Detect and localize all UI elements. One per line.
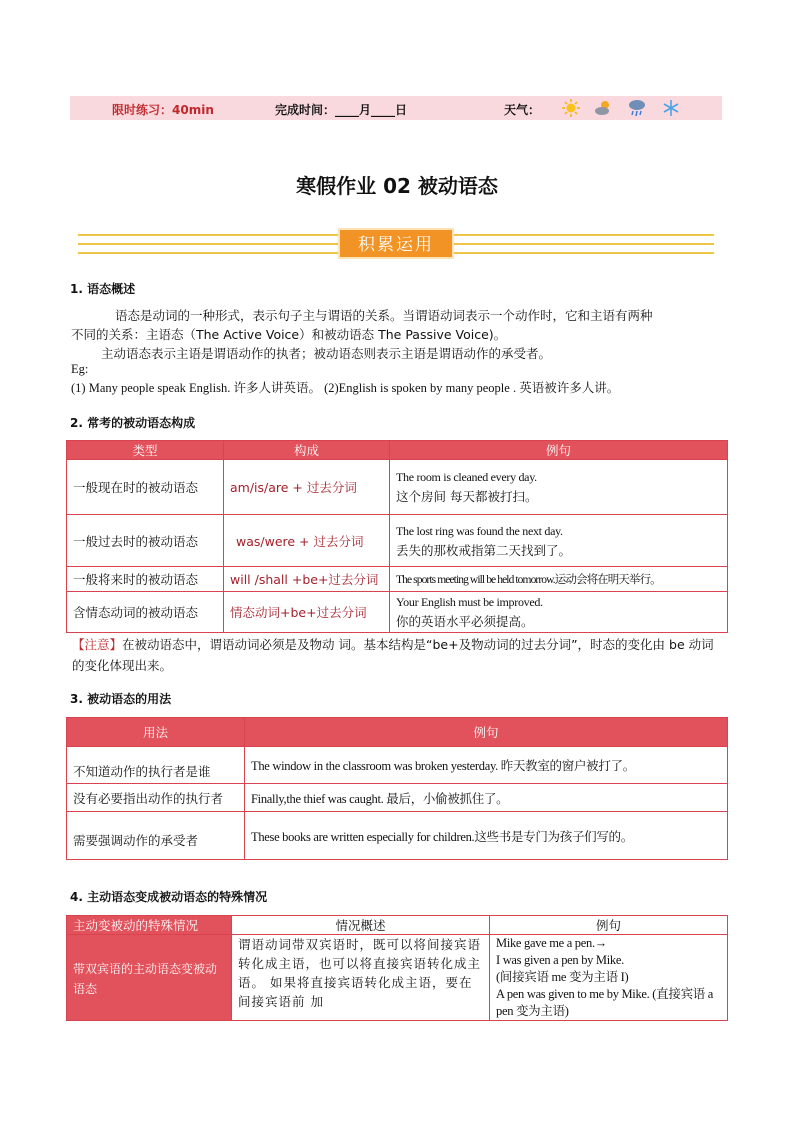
example-cell: The room is cleaned every day. 这个房间 每天都被打扫。 (390, 460, 728, 515)
usage-table (66, 717, 728, 860)
header-example: 例句 (390, 441, 728, 460)
time-limit: 限时练习：40min (112, 103, 214, 117)
completion-date: 完成时间：____月____日 (275, 103, 408, 117)
section2-heading: 2. 常考的被动语态构成 (70, 416, 196, 430)
example-cell: Finally,the thief was caught. 最后，小偷被抓住了。 (245, 784, 728, 812)
example-cell: The window in the classroom was broken yesterday. 昨天教室的窗户被打了。 (245, 747, 728, 784)
type-cell: 一般过去时的被动语态 (67, 515, 224, 567)
summary-cell: 谓语动词带双宾语时，既可以将间接宾语 转化成主语，也可以将直接宾语转化成主语。 如果将直接宾语转化成主语，要在间接宾语前 加 (232, 935, 490, 1021)
header-summary: 情况概述 (232, 916, 490, 935)
table-row (67, 784, 728, 812)
case-cell: 带双宾语的主动语态变被动语态 (67, 935, 232, 1021)
header-example: 例句 (245, 718, 728, 747)
usage-cell: 没有必要指出动作的执行者 (67, 784, 245, 812)
section1-line2: 不同的关系：主语态（The Active Voice）和被动语态 The Passive Voice)。 (71, 327, 507, 342)
example-cell: These books are written especially for children.这些书是专门为孩子们写的。 (245, 812, 728, 860)
table-row (67, 515, 728, 567)
snow-icon (661, 98, 681, 118)
section-banner: 积累运用 (338, 228, 454, 259)
header-type: 类型 (67, 441, 224, 460)
example-cell: The lost ring was found the next day. 丢失的那枚戒指第二天找到了。 (390, 515, 728, 567)
type-cell: 一般将来时的被动语态 (67, 567, 224, 592)
cloudy-icon (593, 98, 613, 118)
note-label: 【注意】 (72, 637, 123, 652)
usage-cell: 不知道动作的执行者是谁 (67, 747, 245, 784)
note-text: 在被动语态中，谓语动词必须是及物动 词。基本结构是“be+及物动词的过去分词”，时态的变化由 be 动词的变化体现出来。 (72, 637, 714, 673)
table-row (67, 460, 728, 515)
special-table (66, 915, 728, 1021)
form-cell: am/is/are + 过去分词 (224, 460, 390, 515)
section1-line1: 语态是动词的一种形式，表示句子主与谓语的关系。当谓语动词表示一个动作时，它和主语有两种 (115, 308, 653, 323)
form-cell: will /shall +be+过去分词 (224, 567, 390, 592)
header-usage: 用法 (67, 718, 245, 747)
eg-label: Eg: (71, 362, 89, 376)
forms-table (66, 440, 728, 633)
header-case: 主动变被动的特殊情况 (67, 916, 232, 935)
table-row (67, 812, 728, 860)
note (72, 634, 724, 676)
type-cell: 含情态动词的被动语态 (67, 592, 224, 633)
page-title: 寒假作业 02 被动语态 (296, 174, 498, 198)
usage-cell: 需要强调动作的承受者 (67, 812, 245, 860)
table-row (67, 747, 728, 784)
table-row (67, 567, 728, 592)
example-cell: The sports meeting will be held tomorrow.运动会将在明天举行。 (390, 567, 728, 592)
form-cell: was/were + 过去分词 (224, 515, 390, 567)
sun-icon (561, 98, 581, 118)
table-row (67, 935, 728, 1021)
example-cell: Your English must be improved. 你的英语水平必须提高。 (390, 592, 728, 633)
example-cell: Mike gave me a pen.→ I was given a pen by Mike. (间接宾语 me 变为主语 I) A pen was given to me by Mike. (直接宾语 a pen 变为主语) (490, 935, 728, 1021)
rain-icon (627, 98, 647, 118)
form-cell: 情态动词+be+过去分词 (224, 592, 390, 633)
type-cell: 一般现在时的被动语态 (67, 460, 224, 515)
section1-line3: 主动语态表示主语是谓语动作的执者；被动语态则表示主语是谓语动作的承受者。 (101, 346, 552, 361)
header-form: 构成 (224, 441, 390, 460)
section1-heading: 1. 语态概述 (70, 282, 136, 296)
table-row (67, 592, 728, 633)
weather-label: 天气： (504, 103, 541, 117)
header-example: 例句 (490, 916, 728, 935)
section3-heading: 3. 被动语态的用法 (70, 692, 172, 706)
section4-heading: 4. 主动语态变成被动语态的特殊情况 (70, 890, 268, 904)
header-bar (70, 96, 722, 120)
section1-example: (1) Many people speak English. 许多人讲英语。 (2)English is spoken by many people . 英语被许多人讲。 (71, 381, 620, 395)
